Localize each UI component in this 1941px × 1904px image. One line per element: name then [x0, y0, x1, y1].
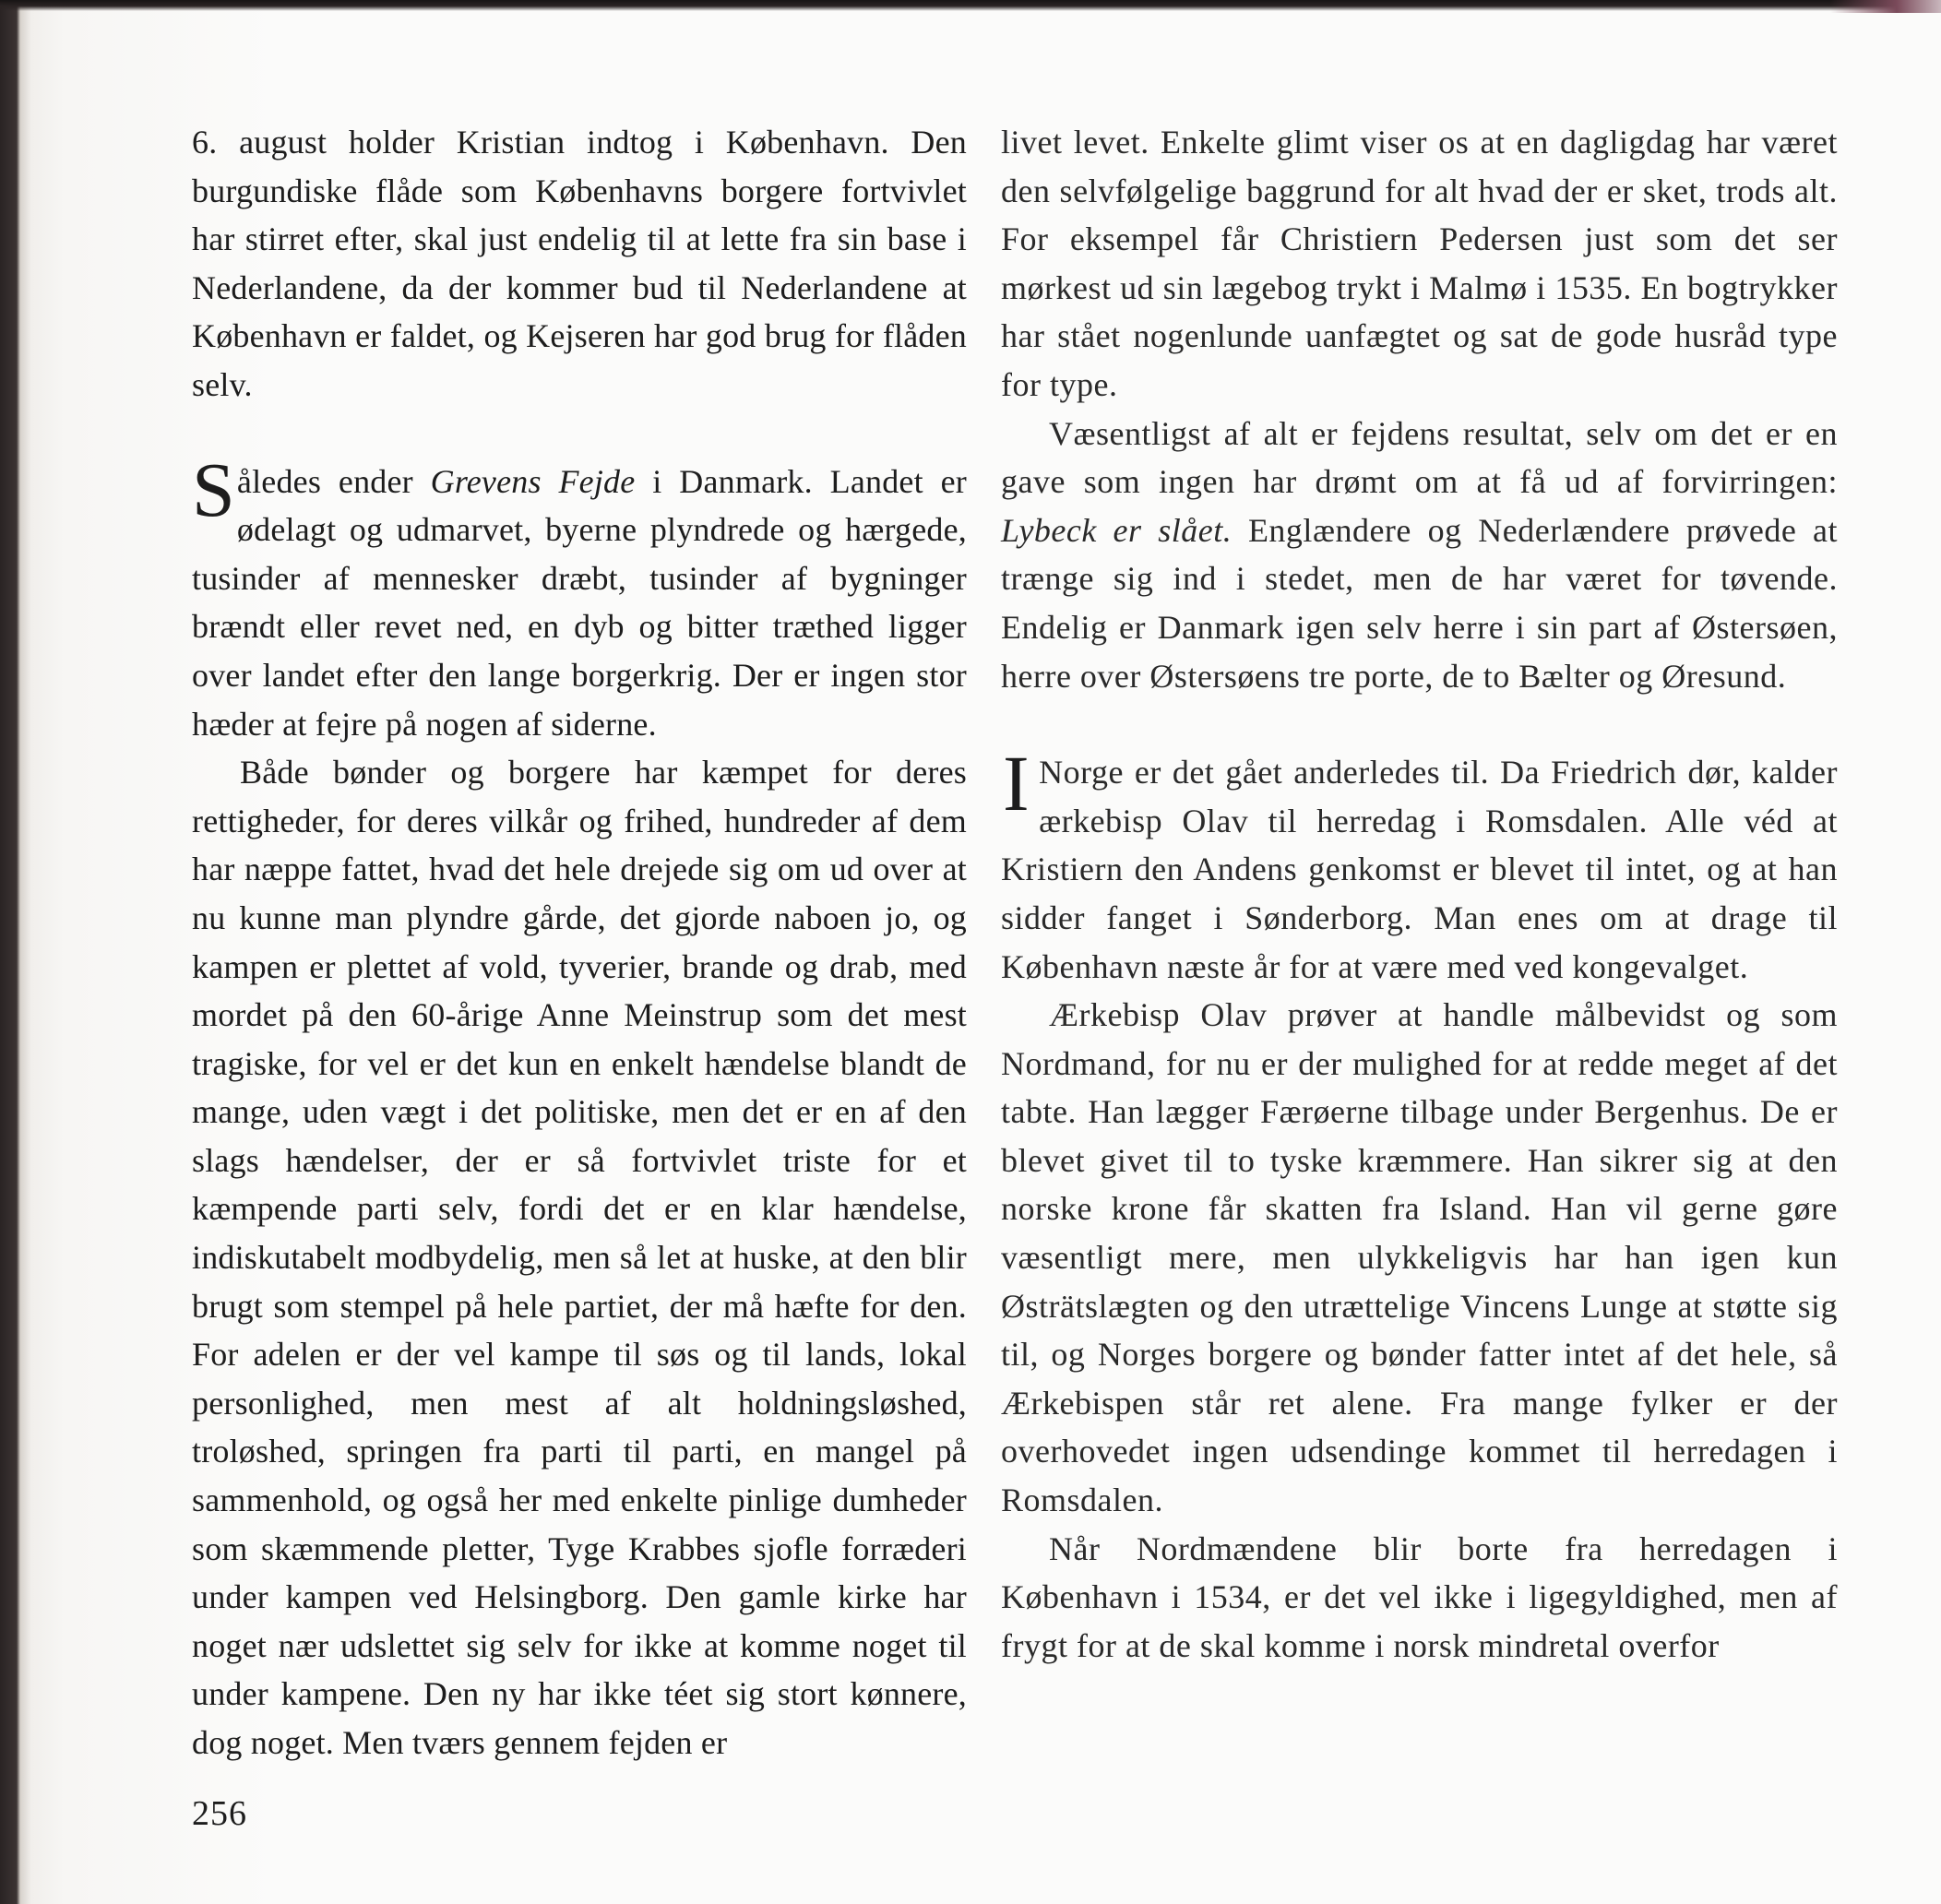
page-number: 256 — [192, 1794, 247, 1833]
left-paragraph-2-rest: i Danmark. Landet er ødelagt og udmarvet, byerne plyndrede og hærgede, tusinder af mennesker dræbt, tusinder af bygninger brændt eller revet ned, en dyb og bitter træthed ligger over landet efter den lange borgerkrig. Der er ingen stor hæder at fejre på nogen af siderne. — [192, 462, 967, 743]
drop-cap-s: S — [192, 446, 235, 533]
left-paragraph-2-lead: åledes ender — [236, 462, 431, 500]
page-top-edge — [0, 0, 1941, 11]
right-paragraph-4: Ærkebisp Olav prøver at handle målbevidst og som Nordmand, for nu er der mulighed for at redde meget af det tabte. Han lægger Færøerne tilbage under Bergenhus. De er blevet givet til to tyske kræmmere. Han sikrer sig at den norske krone får skatten fra Island. Han vil gerne gøre væsentligt mere, men ulykkeligvis har han igen kun Østrätslægten og den utrættelige Vincens Lunge at støtte sig til, og Norges borgere og bønder fatter intet af det hele, så Ærkebispen står ret alene. Fra mange fylker er der overhovedet ingen udsendinge kommet til herredagen i Romsdalen. — [1001, 996, 1838, 1519]
drop-cap-i: I — [1003, 739, 1030, 828]
right-paragraph-2-italic: Lybeck er slået. — [1001, 511, 1232, 549]
left-paragraph-2-italic: Grevens Fejde — [430, 462, 636, 500]
right-paragraph-5: Når Nordmændene blir borte fra herredagen i København i 1534, er det vel ikke i ligegyldighed, men af frygt for at de skal komme i norsk mindretal overfor — [1001, 1529, 1838, 1664]
right-paragraph-3-rest: Norge er det gået anderledes til. Da Friedrich dør, kalder ærkebisp Olav til herredag i Romsdalen. Alle véd at Kristiern den Andens genkomst er blevet til intet, og at han sidder fanget i Sønderborg. Man enes om at drage til København næste år for at være med ved kongevalget. — [1001, 754, 1838, 985]
right-paragraph-2-rest: Englændere og Nederlændere prøvede at trænge sig ind i stedet, men de har været for tøvende. Endelig er Danmark igen selv herre i sin part af Østersøen, herre over Østersøens tre porte, de to Bælter og Øresund. — [1001, 511, 1839, 695]
right-paragraph-3 — [1001, 739, 1838, 991]
page-top-edge-right — [1830, 0, 1941, 13]
right-paragraph-2 — [1001, 410, 1838, 701]
right-paragraph-1: livet levet. Enkelte glimt viser os at en dagligdag har været den selvfølgelige baggrund for alt hvad der er sket, trods alt. For eksempel får Christiern Pedersen just som det ser mørkest ud sin lægebog trykt i Malmø i 1535. En bogtrykker har stået nogenlunde uanfægtet og sat de gode husråd type for type. — [1001, 124, 1838, 403]
left-paragraph-3: Både bønder og borgere har kæmpet for deres rettigheder, for deres vilkår og frihed, hundreder af dem har næppe fattet, hvad det hele drejede sig om ud over at nu kunne man plyndre gårde, det gjorde naboen jo, og kampen er plettet af vold, tyverier, brande og drab, med mordet på den 60-årige Anne Meinstrup som det mest tragiske, for vel er det kun en enkelt hændelse blandt de mange, uden vægt i det politiske, men det er en af den slags hændelser, der er så fortvivlet triste for et kæmpende parti selv, fordi det er en klar hændelse, indiskutabelt modbydelig, men så let at huske, at den blir brugt som stempel på hele partiet, der må hæfte for den. For adelen er der vel kampe til søs og til lands, lokal personlighed, men mest af alt holdningsløshed, troløshed, springen fra parti til parti, en mangel på sammenhold, og også her med enkelte pinlige dumheder som skæmmende pletter, Tyge Krabbes sjofle forræderi under kampen ved Helsingborg. Den gamle kirke har noget nær udslettet sig selv for ikke at komme noget til under kampene. Den ny har ikke téet sig stort kønnere, dog noget. Men tværs gennem fejden er — [192, 754, 967, 1761]
right-text-column — [1001, 118, 1838, 1670]
left-paragraph-2 — [192, 446, 967, 749]
left-text-column — [192, 118, 967, 1767]
right-paragraph-2-lead: Væsentligst af alt er fejdens resultat, selv om det er en gave som ingen har drømt om at få ud af forvirringen: — [1001, 414, 1838, 501]
left-paragraph-1: 6. august holder Kristian indtog i København. Den burgundiske flåde som Københavns borgere fortvivlet har stirret efter, skal just endelig til at lette fra sin base i Nederlandene, da der kommer bud til Nederlandene at København er faldet, og Kejseren har god brug for flåden selv. — [192, 124, 967, 403]
